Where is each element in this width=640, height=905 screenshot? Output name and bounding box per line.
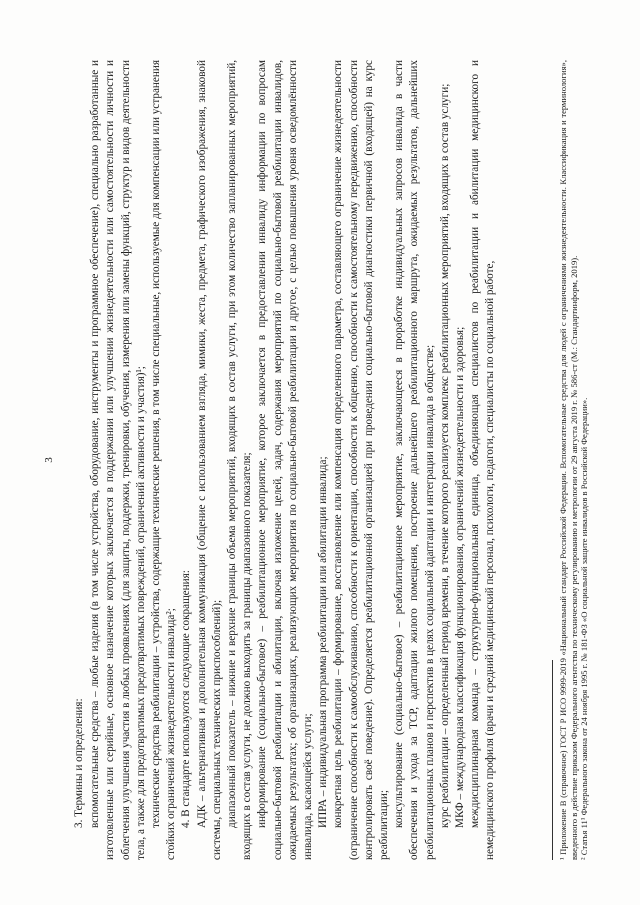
abbreviation-icf: МКФ – международная классификация функционирования, ограничений жизнедеятельности и здоровья;: [454, 326, 467, 828]
section-heading: 3. Термины и определения:: [73, 698, 85, 828]
abbreviation-specific-goal: конкретная цель реабилитации – формирование, восстановление или компенсация определенного параметра, составляющего ограничение жизнедеятельности (ограничение способности к самообслуживанию, способности к ориентации, способности к общению, способности к самостоятельному передвижению, способности контролировать своё поведение). Определяется реабилитационной организацией при проведении социально-бытовой диагностики первичной (входящей) на курс реабилитации;: [332, 60, 391, 860]
footnote-1: ¹ Приложение В (справочное) ГОСТ Р ИСО 9999-2019 «Национальный стандарт Российской Федерации. Вспомогательные средства для людей с ограничениями жизнедеятельности. Классификация и терминология», введенного в действие приказом Федерального агентства по техническому регулированию и метрологии от 29 августа 2019 г. № 586-ст (М.: Стандартинформ, 2019).: [558, 60, 579, 860]
definition-technical-rehab-means: технические средства реабилитации – устройства, содержащие технические решения, в том числе специальные, используемые для компенсации или устранения стойких ограничений жизнедеятельности инвалида²;: [150, 60, 178, 860]
rotated-page-content: [42, 60, 602, 860]
abbreviation-range-indicator: диапазонный показатель – нижние и верхние границы объема мероприятий, входящих в состав услуги, при этом количество запланированных мероприятий, входящих в состав услуги, не должно выходить за границы диапазонного показателя;: [226, 60, 254, 860]
abbreviation-consulting: консультирование (социально-бытовое) – реабилитационное мероприятие, заключающееся в проработке индивидуальных запросов инвалида в части обеспечения и ухода за ТСР, адаптации жилого помещения, построение дальнейшего реабилитационного маршрута, ожидаемых результатов, дальнейших реабилитационных планов и перспектив в целях социальной адаптации и интеграции инвалида в обществе;: [393, 60, 436, 860]
abbreviation-adk: АДК – альтернативная и дополнительная коммуникация (общение с использованием взгляда, мимики, жеста, предмета, графического изображения, знаковой системы, специальных технических приспособлений);: [195, 60, 223, 860]
footnotes: [558, 60, 590, 860]
abbreviation-informing: информирование (социально-бытовое) – реабилитационное мероприятие, которое заключается в предоставлении инвалиду информации по вопросам социально-бытовой реабилитации и абилитации, включая изложение целей, задач, содержания мероприятий по социально-бытовой реабилитации инвалидов, ожидаемых результатах; об организациях, реализующих мероприятия по социально-бытовой реабилитации и другое, с целью повышения уровня осведомлённости инвалида, касающейся услуги;: [256, 60, 315, 860]
definition-assistive-devices: вспомогательные средства – любые изделия (в том числе устройства, оборудование, инструменты и программное обеспечение), специально разработанные и изготовленные или серийные, основное назначение которых заключается в поддержании или улучшении жизнедеятельности или самостоятельности личности и облегчения улучшения участия в любых проявлениях (для защиты, поддержки, тренировки, обучения, измерения или замены функций, структур и видов деятельности тела, а также для предотвратимых предотвратимых повреждений, ограничений активности и участия)¹;: [89, 60, 147, 860]
page-number: 3: [43, 457, 55, 463]
document-body: [72, 60, 499, 860]
abbreviation-ipra: ИПРА – индивидуальная программа реабилитации или абилитации инвалида;: [317, 456, 330, 828]
footnote-divider: [552, 660, 553, 860]
abbreviation-interdisciplinary-team: междисциплинарная команда – структурно-функциональная единица, объединяющая специалистов по реабилитации и абилитации медицинского и немедицинского профиля (врачи и средний медицинский персонал, психологи, педагоги, специалисты по социальной работе,: [469, 60, 497, 860]
footnote-2: ² Статья 11¹ Федерального закона от 24 ноября 1995 г. № 181-ФЗ «О социальной защите инвалидов в Российской Федерации».: [579, 397, 590, 860]
abbreviations-heading: 4. В стандарте используются следующие сокращения:: [180, 570, 193, 828]
abbreviation-rehab-course: курс реабилитации – определенный период времени, в течение которого реализуется комплекс реабилитационных мероприятий, входящих в состав услуги;: [438, 83, 451, 828]
